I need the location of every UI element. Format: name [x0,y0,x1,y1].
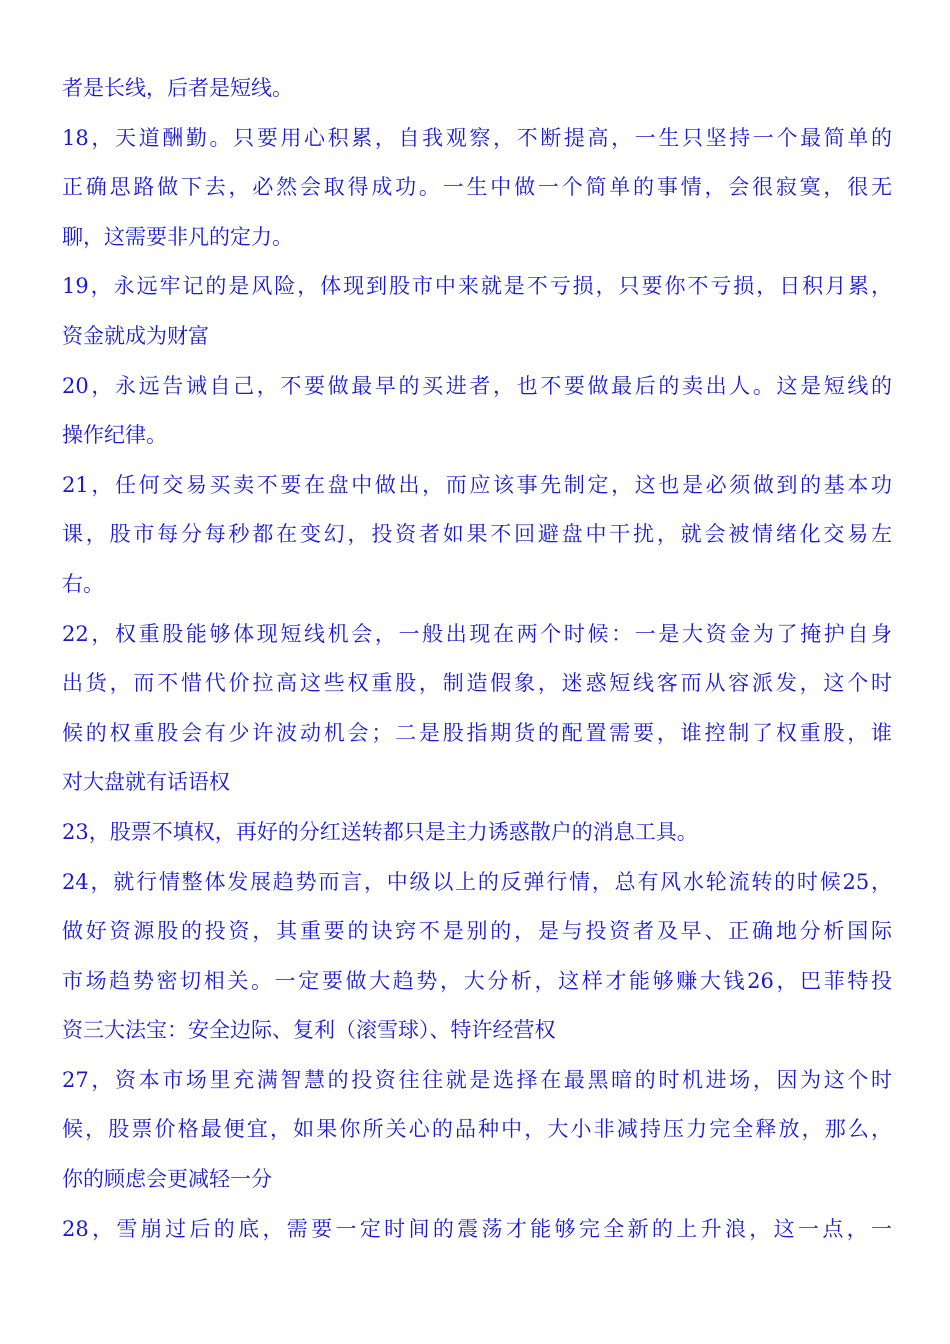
text-line: 20，永远告诫自己，不要做最早的买进者，也不要做最后的卖出人。这是短线的 [62,373,892,398]
text-line: 28，雪崩过后的底，需要一定时间的震荡才能够完全新的上升浪，这一点，一 [62,1216,892,1241]
text-line: 市场趋势密切相关。一定要做大趋势，大分析，这样才能够赚大钱26，巴菲特投 [62,968,892,993]
text-line: 右。 [62,571,104,596]
text-line: 21，任何交易买卖不要在盘中做出，而应该事先制定，这也是必须做到的基本功 [62,472,892,497]
text-line: 对大盘就有话语权 [62,770,230,795]
text-line: 出货，而不惜代价拉高这些权重股，制造假象，迷惑短线客而从容派发，这个时 [62,671,892,696]
text-line: 18，天道酬勤。只要用心积累，自我观察，不断提高，一生只坚持一个最简单的 [62,125,892,150]
text-line: 操作纪律。 [62,423,167,448]
text-line: 做好资源股的投资，其重要的诀窍不是别的，是与投资者及早、正确地分析国际 [62,919,892,944]
text-line: 资三大法宝：安全边际、复利（滚雪球）、特许经营权 [62,1018,556,1043]
text-line: 候的权重股会有少许波动机会；二是股指期货的配置需要，谁控制了权重股，谁 [62,720,892,745]
text-line: 22，权重股能够体现短线机会，一般出现在两个时候：一是大资金为了掩护自身 [62,621,892,646]
text-line: 正确思路做下去，必然会取得成功。一生中做一个简单的事情，会很寂寞，很无 [62,175,892,200]
text-line: 聊，这需要非凡的定力。 [62,224,293,249]
text-line: 者是长线，后者是短线。 [62,76,293,100]
text-line: 19，永远牢记的是风险，体现到股市中来就是不亏损，只要你不亏损，日积月累， [62,274,892,299]
text-line: 你的顾虑会更减轻一分 [62,1167,272,1192]
text-line: 27，资本市场里充满智慧的投资往往就是选择在最黑暗的时机进场，因为这个时 [62,1067,892,1092]
text-line: 候，股票价格最便宜，如果你所关心的品种中，大小非减持压力完全释放，那么， [62,1117,892,1142]
text-line: 23，股票不填权，再好的分红送转都只是主力诱惑散户的消息工具。 [62,819,698,844]
text-line: 24，就行情整体发展趋势而言，中级以上的反弹行情，总有风水轮流转的时候25， [62,869,892,894]
text-line: 课，股市每分每秒都在变幻，投资者如果不回避盘中干扰，就会被情绪化交易左 [62,522,892,547]
document-page [62,64,892,1254]
text-line: 资金就成为财富 [62,323,209,348]
